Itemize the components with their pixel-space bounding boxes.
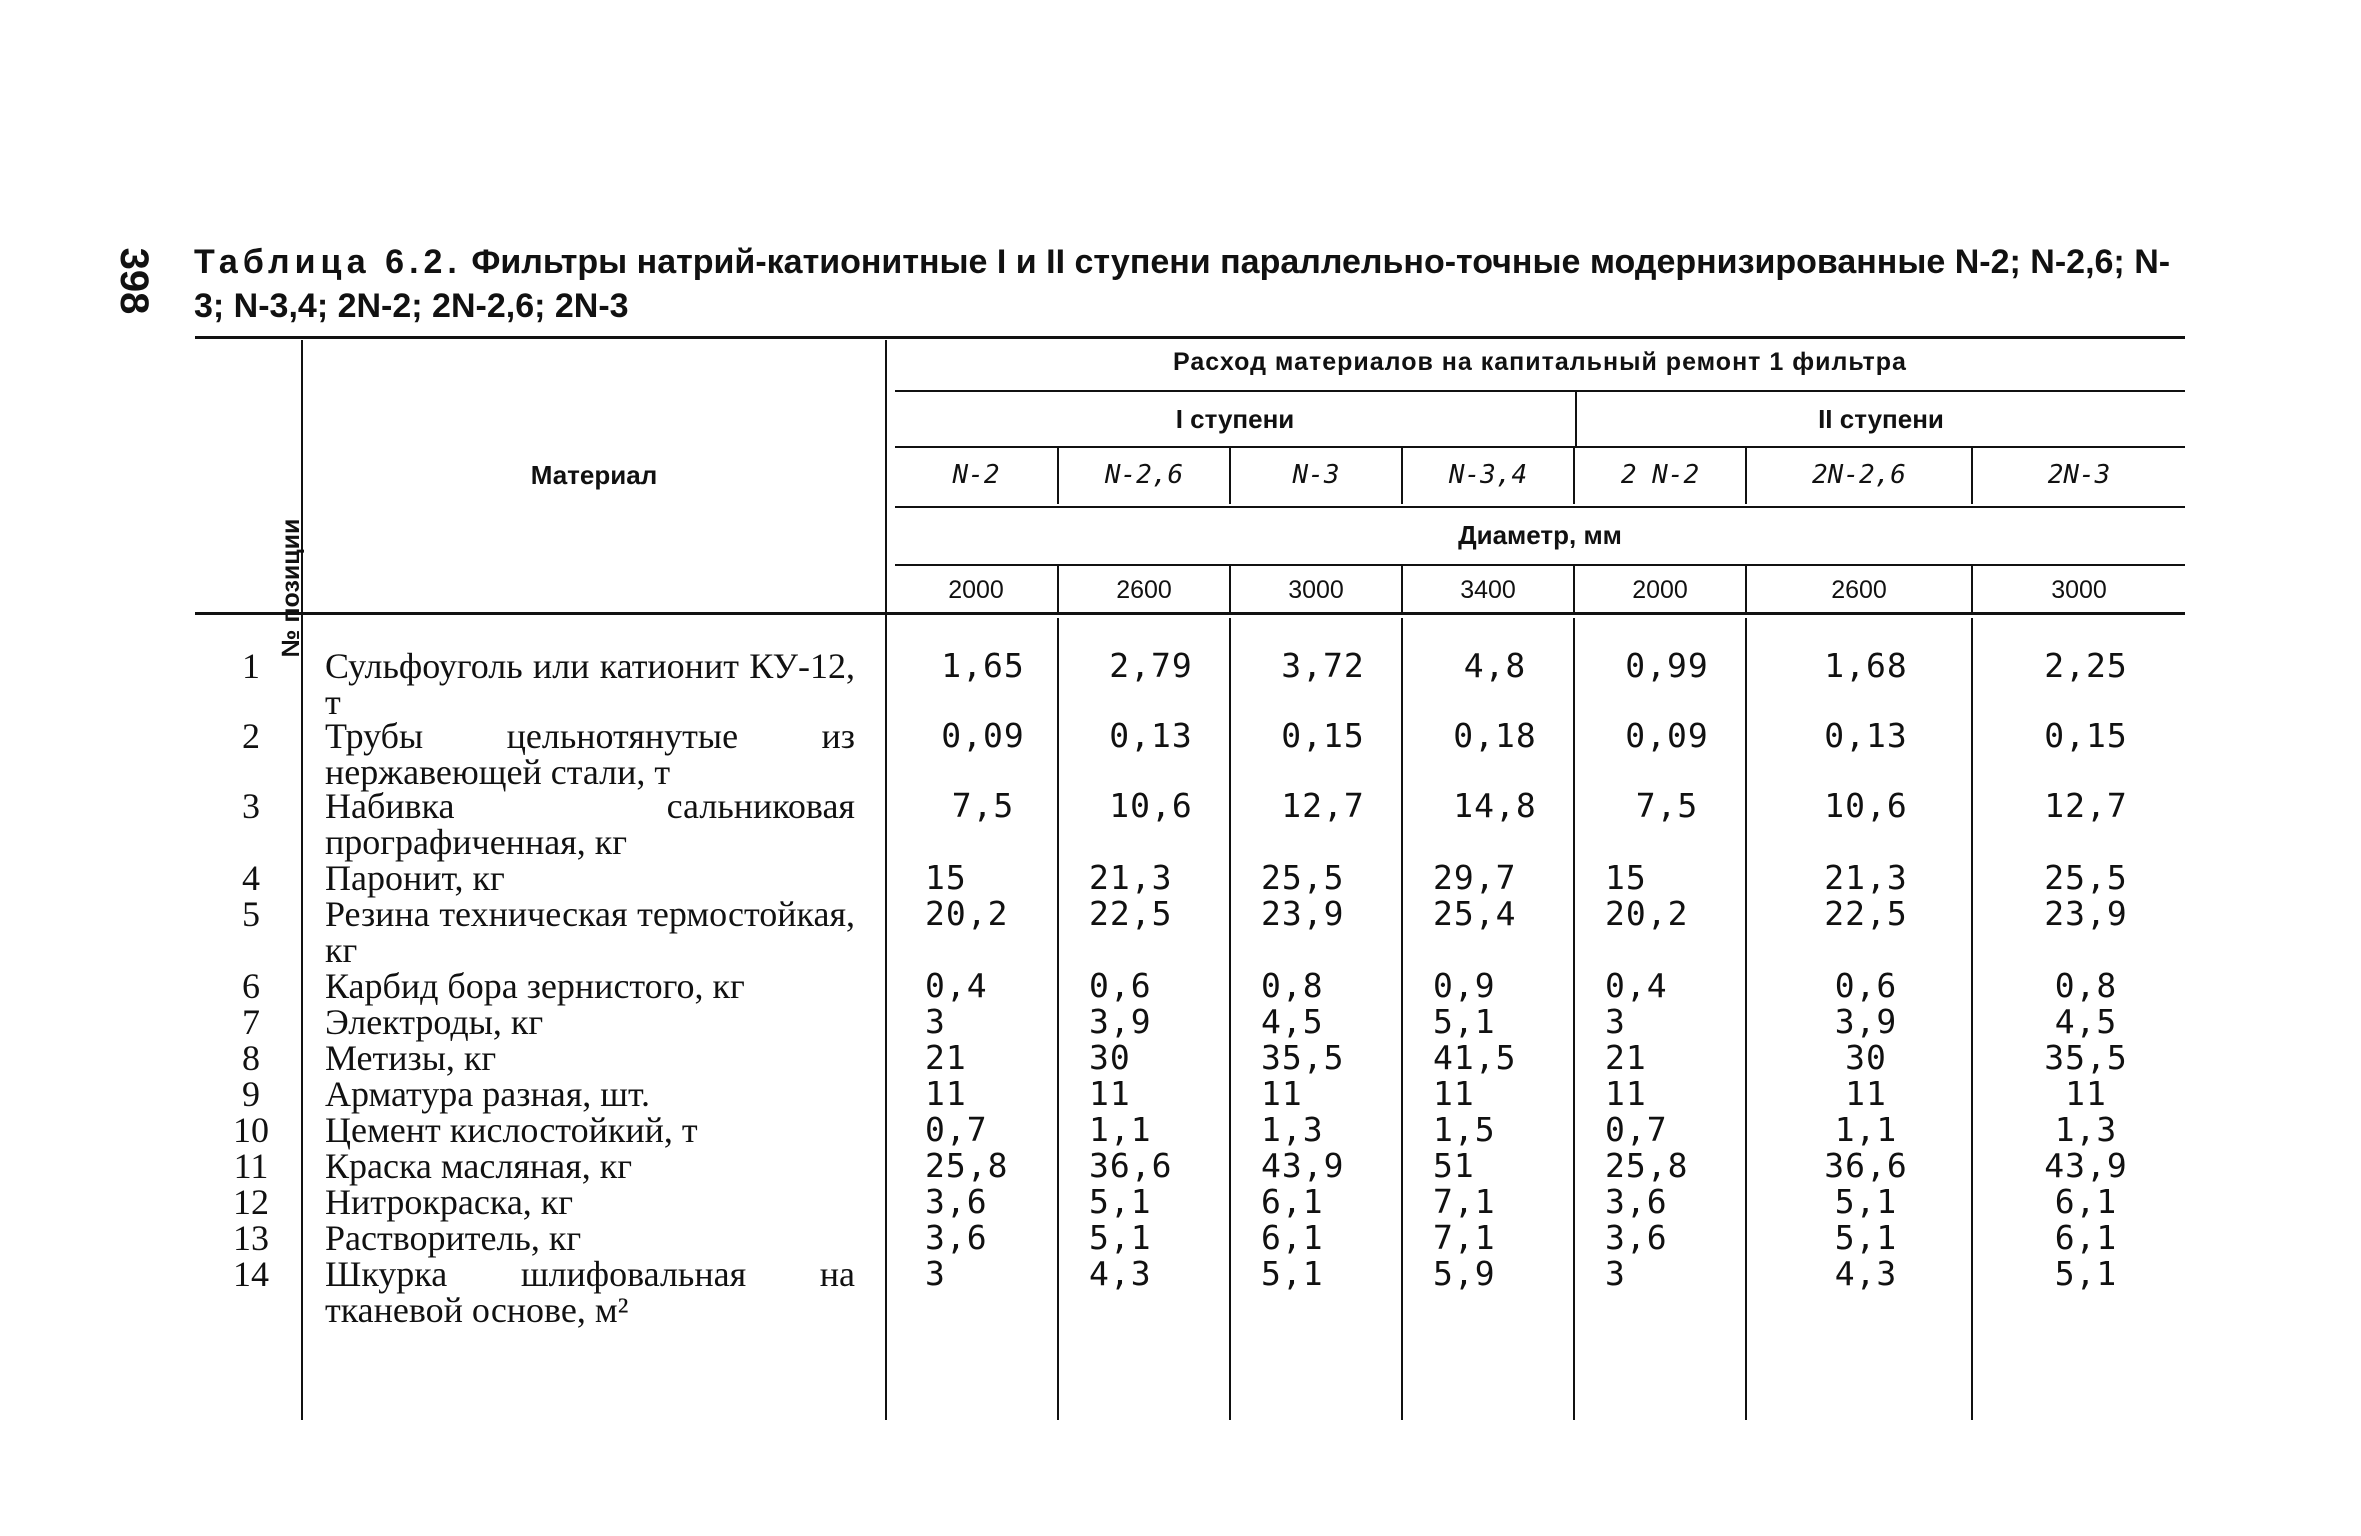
position-number: 13 — [233, 1218, 269, 1258]
value-cell: 6,1 — [2054, 1218, 2118, 1257]
consumption-rule — [895, 390, 2185, 392]
value-cell: 1,1 — [1834, 1110, 1898, 1149]
model-header: 2 N-2 — [1620, 460, 1700, 490]
value-cell: 10,6 — [1824, 786, 1908, 825]
value-cell: 7,5 — [951, 786, 1015, 825]
value-cell: 0,99 — [1625, 646, 1709, 685]
value-cell: 5,1 — [2054, 1254, 2118, 1293]
value-cell: 21 — [925, 1038, 967, 1077]
diameter-header: Диаметр, мм — [1458, 520, 1622, 550]
value-cell: 0,13 — [1109, 716, 1193, 755]
value-cell: 36,6 — [1089, 1146, 1173, 1185]
value-cell: 5,1 — [1089, 1182, 1152, 1221]
value-cell: 0,4 — [925, 966, 988, 1005]
value-cell: 20,2 — [925, 894, 1009, 933]
value-cell: 1,3 — [1261, 1110, 1324, 1149]
value-cell: 25,5 — [2044, 858, 2128, 897]
model-header: N-2,6 — [1104, 460, 1184, 490]
value-cell: 6,1 — [1261, 1218, 1324, 1257]
value-cell: 3 — [925, 1002, 946, 1041]
diameter-rule — [895, 564, 2185, 566]
value-cell: 11 — [2065, 1074, 2107, 1113]
value-cell: 0,6 — [1834, 966, 1898, 1005]
value-cell: 2,25 — [2044, 646, 2128, 685]
value-cell: 20,2 — [1605, 894, 1689, 933]
value-cell: 3,9 — [1834, 1002, 1898, 1041]
material-name: Трубы цельнотянутые из нержавеющей стали, т — [325, 716, 855, 792]
value-cell: 25,5 — [1261, 858, 1345, 897]
model-header: 2N-2,6 — [1812, 460, 1906, 490]
model-header: N-3 — [1292, 460, 1340, 490]
diameter-value: 3000 — [1288, 576, 1344, 604]
consumption-header: Расход материалов на капитальный ремонт 1 фильтра — [1173, 348, 1907, 376]
diameter-value: 3400 — [1460, 576, 1516, 604]
value-cell: 3,72 — [1281, 646, 1365, 685]
value-cell: 0,15 — [2044, 716, 2128, 755]
value-cell: 6,1 — [2054, 1182, 2118, 1221]
value-cell: 12,7 — [1281, 786, 1365, 825]
diameter-value: 2000 — [1632, 576, 1688, 604]
material-name: Сульфоуголь или катионит КУ-12, т — [325, 646, 855, 722]
material-name: Арматура разная, шт. — [325, 1074, 651, 1114]
value-cell: 0,7 — [1605, 1110, 1668, 1149]
material-name: Электроды, кг — [325, 1002, 544, 1042]
position-number: 4 — [242, 858, 260, 898]
value-cell: 4,8 — [1463, 646, 1527, 685]
value-cell: 30 — [1845, 1038, 1887, 1077]
value-cell: 0,09 — [941, 716, 1025, 755]
value-cell: 25,8 — [1605, 1146, 1689, 1185]
value-cell: 4,3 — [1834, 1254, 1898, 1293]
material-name: Паронит, кг — [325, 858, 505, 898]
value-cell: 36,6 — [1824, 1146, 1908, 1185]
value-cell: 0,09 — [1625, 716, 1709, 755]
diameter-value: 2600 — [1116, 576, 1172, 604]
model-header: 2N-3 — [2047, 460, 2111, 490]
body-rule-6 — [1971, 618, 1973, 1420]
value-cell: 0,6 — [1089, 966, 1152, 1005]
value-cell: 2,79 — [1109, 646, 1193, 685]
value-cell: 1,5 — [1433, 1110, 1496, 1149]
value-cell: 21 — [1605, 1038, 1647, 1077]
value-cell: 10,6 — [1109, 786, 1193, 825]
stage-rule — [895, 446, 2185, 448]
position-number: 9 — [242, 1074, 260, 1114]
position-number: 8 — [242, 1038, 260, 1078]
position-number: 3 — [242, 786, 260, 826]
value-cell: 11 — [925, 1074, 967, 1113]
value-cell: 1,65 — [941, 646, 1025, 685]
model-header: N-2 — [952, 460, 1000, 490]
material-name: Краска масляная, кг — [325, 1146, 632, 1186]
value-cell: 1,68 — [1824, 646, 1908, 685]
material-name: Метизы, кг — [325, 1038, 497, 1078]
position-number: 2 — [242, 716, 260, 756]
body-rule-2 — [1229, 618, 1231, 1420]
value-cell: 3,6 — [925, 1182, 988, 1221]
diameter-value: 2000 — [948, 576, 1004, 604]
materials-table — [195, 336, 2185, 1426]
position-number: 7 — [242, 1002, 260, 1042]
value-cell: 1,3 — [2054, 1110, 2118, 1149]
table-caption — [194, 240, 2184, 328]
value-cell: 12,7 — [2044, 786, 2128, 825]
diameter-value: 2600 — [1831, 576, 1887, 604]
value-cell: 11 — [1845, 1074, 1887, 1113]
value-cell: 4,3 — [1089, 1254, 1152, 1293]
body-rule-5 — [1745, 618, 1747, 1420]
position-header: № позиции — [277, 518, 305, 658]
value-cell: 0,13 — [1824, 716, 1908, 755]
value-cell: 1,1 — [1089, 1110, 1152, 1149]
model-header: N-3,4 — [1448, 460, 1528, 490]
value-cell: 4,5 — [2054, 1002, 2118, 1041]
value-cell: 43,9 — [2044, 1146, 2128, 1185]
value-cell: 5,9 — [1433, 1254, 1496, 1293]
table-top-rule — [195, 336, 2185, 339]
value-cell: 11 — [1605, 1074, 1647, 1113]
value-cell: 3 — [1605, 1254, 1626, 1293]
material-column-rule — [885, 340, 887, 1420]
value-cell: 3,6 — [1605, 1182, 1668, 1221]
value-cell: 7,1 — [1433, 1218, 1496, 1257]
value-cell: 0,4 — [1605, 966, 1668, 1005]
position-number: 1 — [242, 646, 260, 686]
value-cell: 14,8 — [1453, 786, 1537, 825]
header-bottom-rule — [195, 612, 2185, 615]
caption-text: Фильтры натрий-катионитные I и II ступени параллельно-точные модернизированные N-2; N-2,6; N-3; N-3,4; 2N-2; 2N-2,6; 2N-3 — [194, 243, 2171, 325]
value-cell: 22,5 — [1089, 894, 1173, 933]
value-cell: 3,6 — [1605, 1218, 1668, 1257]
stage1-header: I ступени — [1175, 404, 1295, 434]
material-name: Растворитель, кг — [325, 1218, 582, 1258]
value-cell: 25,4 — [1433, 894, 1517, 933]
value-cell: 0,18 — [1453, 716, 1537, 755]
body-rule-1 — [1057, 618, 1059, 1420]
material-name: Нитрокраска, кг — [325, 1182, 574, 1222]
value-cell: 0,9 — [1433, 966, 1496, 1005]
material-name: Резина техническая термостойкая, кг — [325, 894, 855, 970]
value-cell: 5,1 — [1433, 1002, 1496, 1041]
material-name: Шкурка шлифовальная на тканевой основе, м² — [325, 1254, 855, 1330]
value-cell: 21,3 — [1824, 858, 1908, 897]
value-cell: 0,8 — [1261, 966, 1324, 1005]
caption-prefix: Таблица 6.2. — [194, 243, 462, 281]
value-cell: 3,9 — [1089, 1002, 1152, 1041]
value-cell: 5,1 — [1834, 1182, 1898, 1221]
value-cell: 0,7 — [925, 1110, 988, 1149]
material-name: Набивка сальниковая прографиченная, кг — [325, 786, 855, 862]
position-number: 12 — [233, 1182, 269, 1222]
material-name: Цемент кислостойкий, т — [325, 1110, 698, 1150]
material-header: Материал — [530, 460, 658, 490]
value-cell: 3,6 — [925, 1218, 988, 1257]
body-rule-4 — [1573, 618, 1575, 1420]
value-cell: 11 — [1089, 1074, 1131, 1113]
position-number: 5 — [242, 894, 260, 934]
value-cell: 11 — [1261, 1074, 1303, 1113]
value-cell: 22,5 — [1824, 894, 1908, 933]
value-cell: 4,5 — [1261, 1002, 1324, 1041]
value-cell: 5,1 — [1834, 1218, 1898, 1257]
value-cell: 7,1 — [1433, 1182, 1496, 1221]
value-cell: 3 — [1605, 1002, 1626, 1041]
value-cell: 43,9 — [1261, 1146, 1345, 1185]
value-cell: 25,8 — [925, 1146, 1009, 1185]
value-cell: 0,8 — [2054, 966, 2118, 1005]
value-cell: 7,5 — [1635, 786, 1699, 825]
value-cell: 35,5 — [1261, 1038, 1345, 1077]
position-number: 6 — [242, 966, 260, 1006]
diameter-value: 3000 — [2051, 576, 2107, 604]
value-cell: 0,15 — [1281, 716, 1365, 755]
value-cell: 21,3 — [1089, 858, 1173, 897]
position-number: 11 — [233, 1146, 269, 1186]
value-cell: 51 — [1433, 1146, 1475, 1185]
value-cell: 29,7 — [1433, 858, 1517, 897]
model-rule — [895, 506, 2185, 508]
page-number: 398 — [112, 247, 156, 315]
stage2-header: II ступени — [1818, 404, 1944, 434]
value-cell: 15 — [1605, 858, 1647, 897]
value-cell: 6,1 — [1261, 1182, 1324, 1221]
body-rule-3 — [1401, 618, 1403, 1420]
value-cell: 15 — [925, 858, 967, 897]
value-cell: 23,9 — [1261, 894, 1345, 933]
value-cell: 11 — [1433, 1074, 1475, 1113]
value-cell: 41,5 — [1433, 1038, 1517, 1077]
position-number: 10 — [233, 1110, 269, 1150]
position-number: 14 — [233, 1254, 269, 1294]
value-cell: 35,5 — [2044, 1038, 2128, 1077]
value-cell: 23,9 — [2044, 894, 2128, 933]
value-cell: 30 — [1089, 1038, 1131, 1077]
material-name: Карбид бора зернистого, кг — [325, 966, 745, 1006]
value-cell: 3 — [925, 1254, 946, 1293]
value-cell: 5,1 — [1261, 1254, 1324, 1293]
value-cell: 5,1 — [1089, 1218, 1152, 1257]
